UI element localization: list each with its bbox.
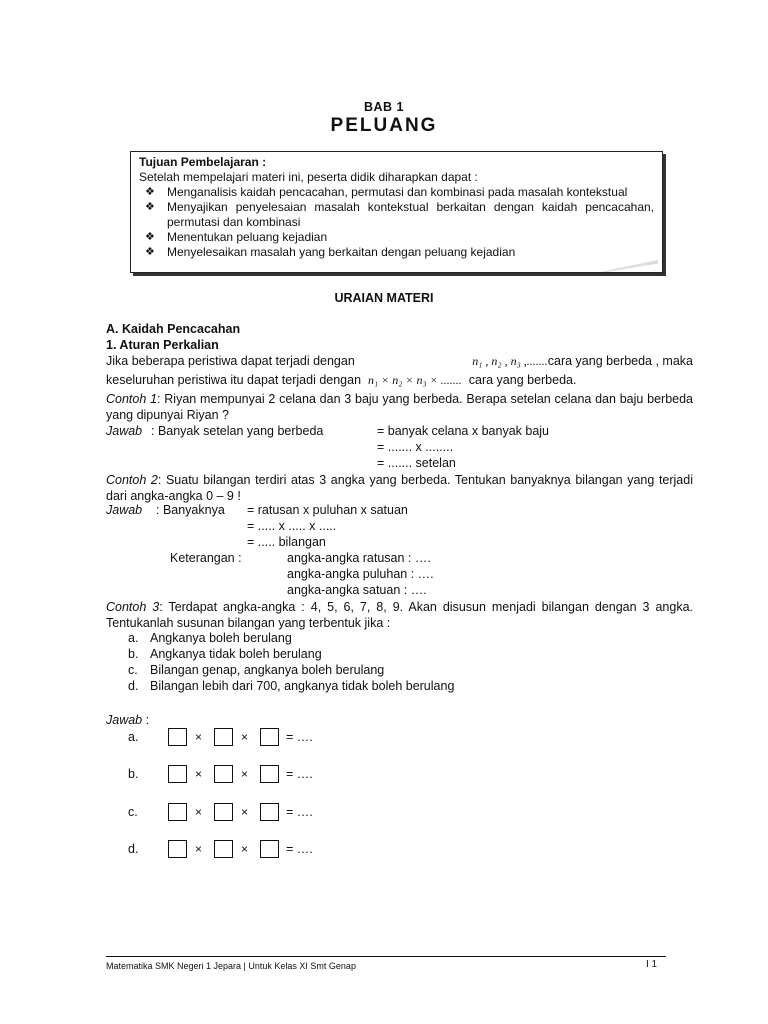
diamond-bullet-icon: ❖ [145,186,155,198]
objective-item: ❖ Menyajikan penyelesaian masalah kontekstual berkaitan dengan kaidah pencacahan, permutasi dan kombinasi [145,200,654,229]
objectives-list [139,185,654,260]
page-title: PELUANG [330,115,438,136]
times-icon: × [241,730,249,744]
answer-box[interactable] [214,728,233,746]
answer-box[interactable] [214,840,233,858]
answer-box[interactable] [168,765,187,783]
answer-box[interactable] [260,728,279,746]
answer-box[interactable] [214,803,233,821]
times-icon: × [195,730,203,744]
keterangan-item: angka-angka puluhan : …. [287,567,434,581]
contoh-1-step: = ....... setelan [377,456,456,470]
contoh-1-label: Contoh 1 [106,392,158,406]
contoh-2: Contoh 2: Suatu bilangan terdiri atas 3 angka yang berbeda. Tentukan banyaknya bilangan yang terjadi dari angka-angka 0 – 9 ! [106,473,693,504]
times-icon: × [195,767,203,781]
footer-text: Matematika SMK Negeri 1 Jepara | Untuk Kelas XI Smt Genap [106,961,356,971]
contoh-3-label: Contoh 3 [106,600,160,614]
jawab-3-label: Jawab : [106,713,150,727]
answer-box[interactable] [260,803,279,821]
rule-line-1: Jika beberapa peristiwa dapat terjadi dengan n₁ , n₂ , n₃ ,.......cara yang berbeda , maka [106,354,693,368]
diamond-bullet-icon: ❖ [145,201,155,213]
contoh-1-step: = ....... x ........ [377,440,454,454]
contoh-2-label: Contoh 2 [106,473,158,487]
objectives-intro: Setelah mempelajari materi ini, peserta didik diharapkan dapat : [139,170,478,184]
contoh-2-step: = ..... x ..... x ..... [247,519,337,533]
times-icon: × [195,805,203,819]
objective-item: ❖ Menyelesaikan masalah yang berkaitan dengan peluang kejadian [145,245,516,259]
times-icon: × [241,805,249,819]
times-icon: × [241,767,249,781]
page-curl-shadow [600,260,658,272]
answer-box[interactable] [260,765,279,783]
contoh-1: Contoh 1: Riyan mempunyai 2 celana dan 3 baju yang berbeda. Berapa setelan celana dan baju berbeda yang dipunyai Riyan ? [106,392,693,423]
rule-line-2: keseluruhan peristiwa itu dapat terjadi dengan n₁ × n₂ × n₃ × ....... cara yang berbeda. [106,373,577,387]
objective-item: ❖ Menganalisis kaidah pencacahan, permutasi dan kombinasi pada masalah kontekstual [145,185,628,199]
diamond-bullet-icon: ❖ [145,246,155,258]
objectives-heading: Tujuan Pembelajaran : [139,155,267,169]
chapter-label: BAB 1 [363,100,404,114]
objective-item: ❖ Menentukan peluang kejadian [145,230,328,244]
answer-box[interactable] [168,840,187,858]
subsection-a: A. Kaidah Pencacahan [106,322,241,336]
section-title: URAIAN MATERI [334,291,434,305]
answer-box[interactable] [168,803,187,821]
keterangan-item: angka-angka ratusan : …. [287,551,431,565]
contoh-3-item: a. Angkanya boleh berulang [128,631,292,645]
contoh-2-jawab: Jawab : Banyaknya [106,503,225,517]
keterangan-label: Keterangan : [170,551,242,565]
answer-box[interactable] [214,765,233,783]
contoh-2-step: = ..... bilangan [247,535,326,549]
contoh-1-step: = banyak celana x banyak baju [377,424,549,438]
page-number: I 1 [646,959,658,970]
footer-divider [106,956,666,957]
subsection-1: 1. Aturan Perkalian [106,338,219,352]
contoh-2-step: = ratusan x puluhan x satuan [247,503,408,517]
times-icon: × [241,842,249,856]
contoh-1-jawab: Jawab : Banyak setelan yang berbeda [106,424,324,438]
formula-n-list: n₁ , n₂ , n₃ ,....... [472,354,548,368]
formula-n-product: n₁ × n₂ × n₃ × ....... [367,373,462,387]
answer-box[interactable] [168,728,187,746]
times-icon: × [195,842,203,856]
diamond-bullet-icon: ❖ [145,231,155,243]
keterangan-item: angka-angka satuan : …. [287,583,427,597]
objectives-box [130,151,663,273]
contoh-3-item: d. Bilangan lebih dari 700, angkanya tidak boleh berulang [128,679,455,693]
contoh-3-item: b. Angkanya tidak boleh berulang [128,647,322,661]
contoh-3-item: c. Bilangan genap, angkanya boleh berulang [128,663,385,677]
answer-box[interactable] [260,840,279,858]
contoh-3: Contoh 3: Terdapat angka-angka : 4, 5, 6, 7, 8, 9. Akan disusun menjadi bilangan dengan 3 angka. Tentukanlah susunan bilangan yang terbentuk jika : [106,600,693,631]
